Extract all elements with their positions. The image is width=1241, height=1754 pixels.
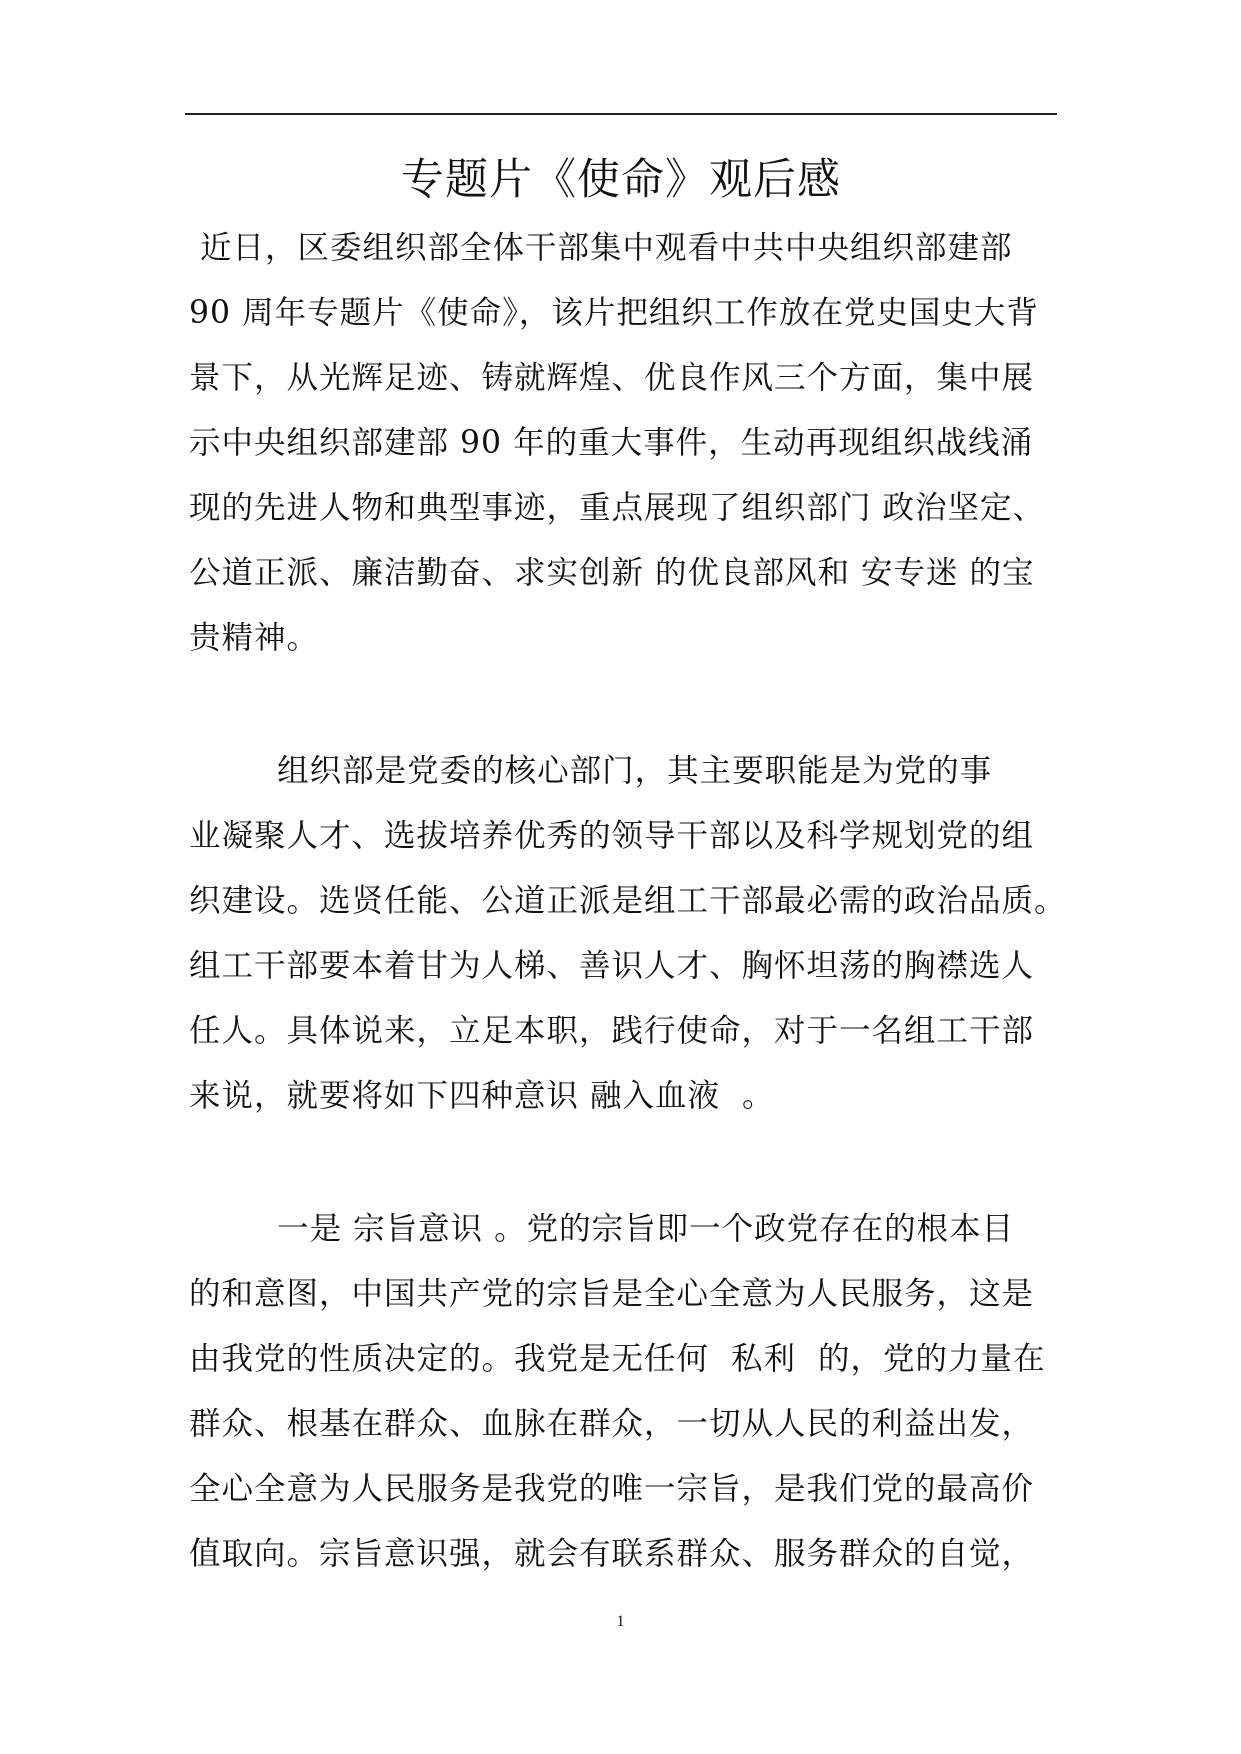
paragraph-2-line-4: 组工干部要本着甘为人梯、善识人才、胸怀坦荡的胸襟选人 xyxy=(189,948,1035,984)
paragraph-1-line-6: 公道正派、廉洁勤奋、求实创新 的优良部风和 安专迷 的宝 xyxy=(189,555,1035,591)
paragraph-3-line-3: 由我党的性质决定的。我党是无任何 私利 的，党的力量在 xyxy=(189,1341,1046,1377)
paragraph-2-line-6: 来说，就要将如下四种意识 融入血液 。 xyxy=(189,1078,775,1114)
paragraph-3-line-2: 的和意图，中国共产党的宗旨是全心全意为人民服务，这是 xyxy=(189,1276,1035,1312)
paragraph-3-line-6: 值取向。宗旨意识强，就会有联系群众、服务群众的自觉， xyxy=(189,1536,1035,1572)
paragraph-2-line-2: 业凝聚人才、选拔培养优秀的领导干部以及科学规划党的组 xyxy=(189,818,1035,854)
document-title: 专题片《使命》观后感 xyxy=(401,155,841,205)
paragraph-1-line-4: 示中央组织部建部 90 年的重大事件，生动再现组织战线涌 xyxy=(189,425,1034,461)
paragraph-3-line-5: 全心全意为人民服务是我党的唯一宗旨，是我们党的最高价 xyxy=(189,1471,1035,1507)
page-number: 1 xyxy=(616,1613,625,1630)
paragraph-2-line-3: 织建设。选贤任能、公道正派是组工干部最必需的政治品质。 xyxy=(189,883,1067,919)
paragraph-2-line-5: 任人。具体说来，立足本职，践行使命，对于一名组工干部 xyxy=(189,1013,1035,1049)
paragraph-1-line-3: 景下，从光辉足迹、铸就辉煌、优良作风三个方面，集中展 xyxy=(189,360,1035,396)
paragraph-1-line-7: 贵精神。 xyxy=(189,620,320,656)
paragraph-3-line-4: 群众、根基在群众、血脉在群众，一切从人民的利益出发， xyxy=(189,1406,1035,1442)
paragraph-1-line-1: 近日，区委组织部全体干部集中观看中共中央组织部建部 xyxy=(189,230,1013,266)
paragraph-1-line-5: 现的先进人物和典型事迹，重点展现了组织部门 政治坚定、 xyxy=(189,490,1046,526)
paragraph-1-line-2: 90 周年专题片《使命》，该片把组织工作放在党史国史大背 xyxy=(189,295,1039,331)
header-rule xyxy=(185,113,1057,115)
paragraph-2-line-1: 组织部是党委的核心部门，其主要职能是为党的事 xyxy=(189,753,993,789)
paragraph-3-line-1: 一是 宗旨意识 。党的宗旨即一个政党存在的根本目 xyxy=(189,1211,1015,1247)
